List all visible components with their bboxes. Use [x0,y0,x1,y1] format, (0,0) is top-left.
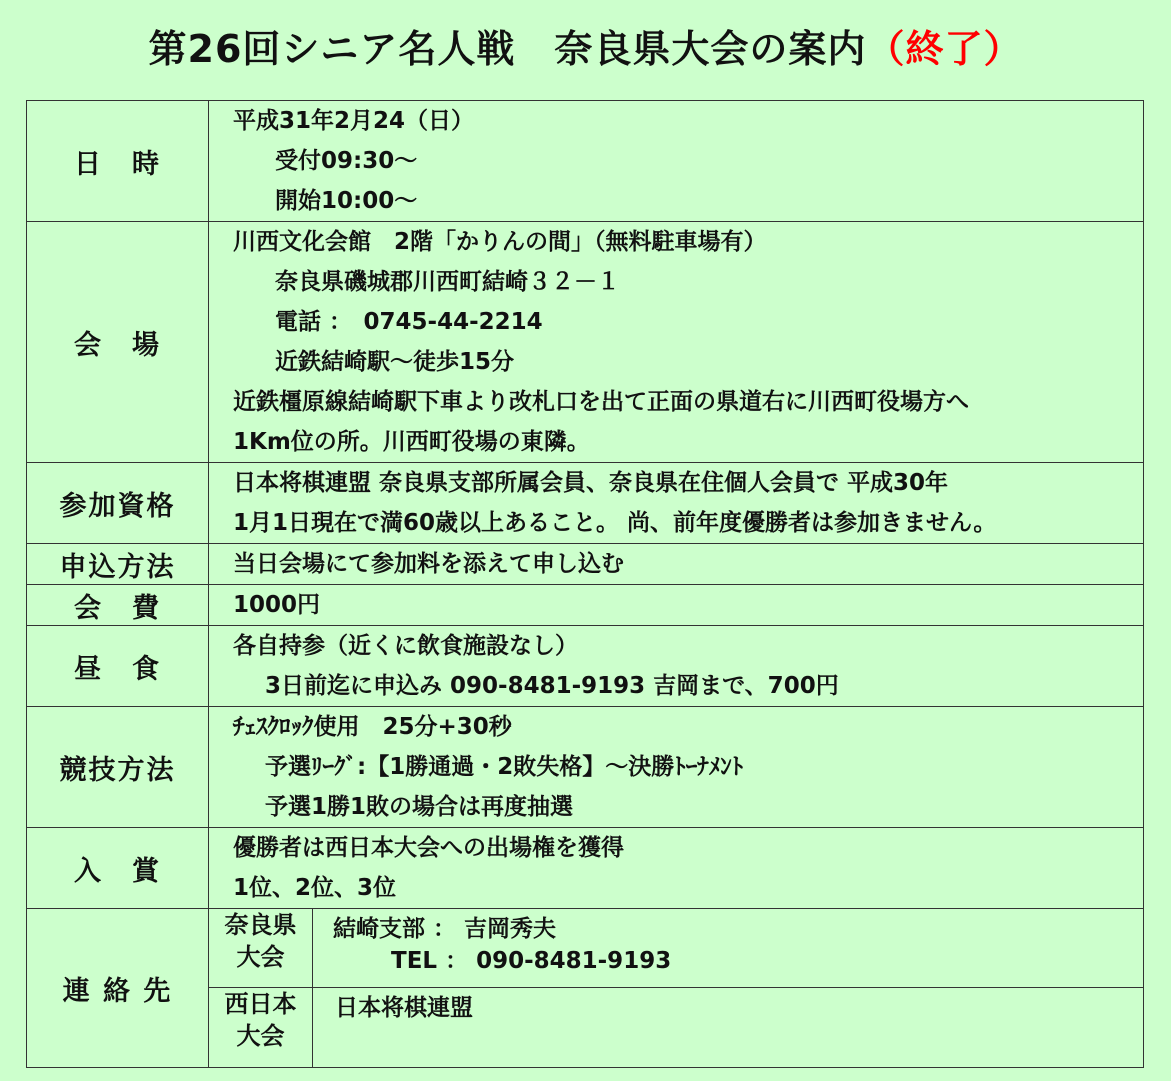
label-application: 申込方法 [27,544,209,585]
eligibility-line-2: 1月1日現在で満60歳以上あること。 尚、前年度優勝者は参加きません。 [233,510,997,536]
format-line-2: 予選ﾘｰｸﾞ:【1勝通過・2敗失格】～決勝ﾄｰﾅﾒﾝﾄ [265,754,744,780]
content-fee [209,585,1144,626]
content-date [209,101,1144,222]
contact-west-org: 日本将棋連盟 [335,994,473,1021]
row-lunch [27,626,1144,707]
prizes-line-2: 1位、2位、3位 [233,875,397,901]
application-line: 当日会場にて参加料を添えて申し込む [233,551,624,577]
venue-phone: 電話 ： 0745-44-2214 [275,309,543,335]
content-prizes [209,828,1144,909]
format-line-1: ﾁｪｽｸﾛｯｸ使用 25分+30秒 [233,714,512,740]
label-date: 日 時 [27,101,209,222]
page-title [0,18,1171,73]
label-eligibility: 参加資格 [27,463,209,544]
row-application [27,544,1144,585]
eligibility-line-1: 日本将棋連盟 奈良県支部所属会員、奈良県在住個人会員で 平成30年 [233,470,949,496]
content-format [209,707,1144,828]
reception-time: 受付09:30～ [275,148,418,174]
info-table [26,100,1144,1068]
label-fee: 会 費 [27,585,209,626]
contact-label-nara [209,909,313,987]
title-main: 第26回シニア名人戦 奈良県大会の案内 [148,27,867,71]
contact-row-west [209,987,1143,1067]
row-format [27,707,1144,828]
row-venue [27,222,1144,463]
venue-location: 1Km位の所。川西町役場の東隣。 [233,429,590,455]
contact-label-nara-line2: 大会 [236,943,285,971]
content-venue [209,222,1144,463]
content-contact [209,909,1144,1068]
contact-content-west [313,987,1144,1067]
label-lunch: 昼 食 [27,626,209,707]
label-contact: 連 絡 先 [27,909,209,1068]
row-contact [27,909,1144,1068]
label-format: 競技方法 [27,707,209,828]
lunch-line-1: 各自持参（近くに飲食施設なし） [233,633,578,659]
start-time: 開始10:00～ [275,188,418,214]
lunch-line-2: 3日前迄に申込み 090-8481-9193 吉岡まで、700円 [265,673,839,699]
date-line: 平成31年2月24（日） [233,108,475,134]
prizes-line-1: 優勝者は西日本大会への出場権を獲得 [233,835,624,861]
title-status: （終了） [866,27,1023,71]
venue-name: 川西文化会館 2階「かりんの間」（無料駐車場有） [233,229,767,255]
row-eligibility [27,463,1144,544]
contact-nara-phone: TEL ： 090-8481-9193 [391,948,672,974]
content-application [209,544,1144,585]
venue-address: 奈良県磯城郡川西町結崎３２－１ [275,269,620,295]
content-lunch [209,626,1144,707]
row-prizes [27,828,1144,909]
fee-line: 1000円 [233,592,321,618]
label-venue: 会 場 [27,222,209,463]
row-fee [27,585,1144,626]
contact-label-west [209,987,313,1067]
content-eligibility [209,463,1144,544]
contact-label-west-line1: 西日本 [224,989,297,1018]
contact-label-nara-line1: 奈良県 [224,911,297,939]
row-date [27,101,1144,222]
contact-nara-person: 結崎支部 ： 吉岡秀夫 [333,916,557,942]
label-prizes: 入 賞 [27,828,209,909]
contact-label-west-line2: 大会 [236,1021,285,1050]
format-line-3: 予選1勝1敗の場合は再度抽選 [265,794,574,820]
contact-row-nara [209,909,1143,987]
venue-directions: 近鉄橿原線結崎駅下車より改札口を出て正面の県道右に川西町役場方へ [233,389,969,415]
contact-table [209,909,1143,1067]
contact-content-nara [313,909,1144,987]
venue-walk: 近鉄結崎駅～徒歩15分 [275,349,515,375]
